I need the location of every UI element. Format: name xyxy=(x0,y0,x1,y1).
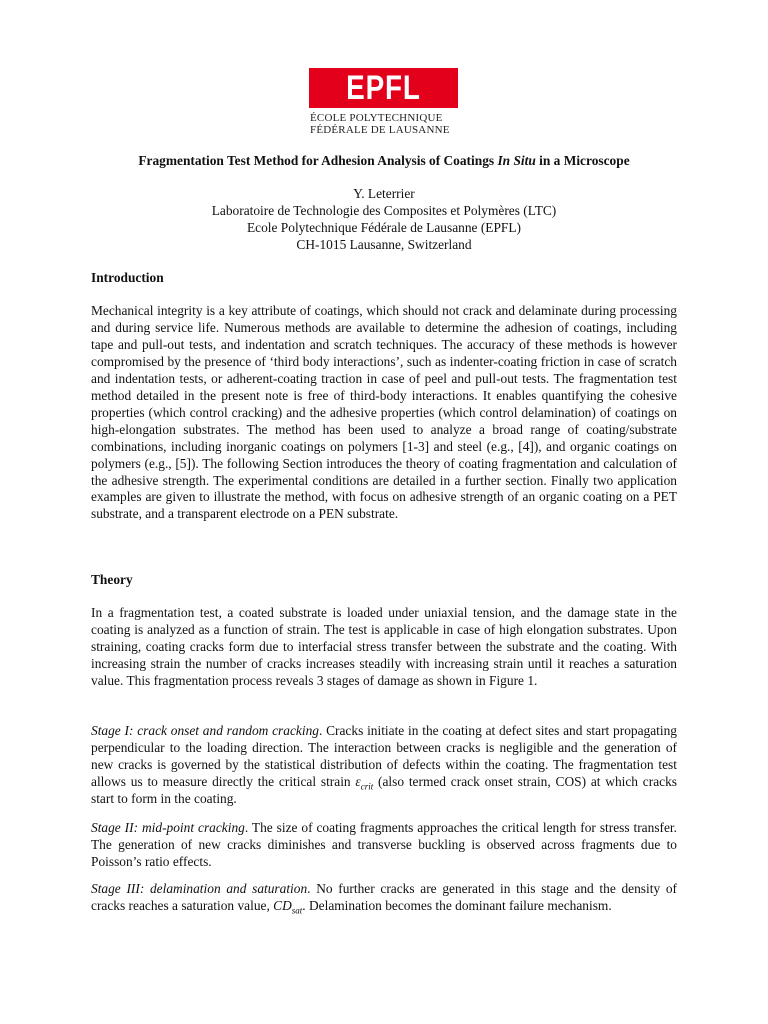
introduction-heading: Introduction xyxy=(91,270,164,285)
stage-2-label: Stage II: mid-point cracking xyxy=(91,820,245,835)
stage-1-label: Stage I: crack onset and random cracking xyxy=(91,723,319,738)
theory-heading: Theory xyxy=(91,572,133,587)
epfl-logo-wordmark: EPFL xyxy=(346,69,421,107)
stage-3-label: Stage III: delamination and saturation xyxy=(91,881,308,896)
author-name: Y. Leterrier xyxy=(353,186,415,201)
epfl-logo xyxy=(309,68,459,136)
stage-3-paragraph: Stage III: delamination and saturation. No further cracks are generated in this stage and the density of cracks reaches a saturation value, $CD_{sat}$. Delamination becomes the dominant failure mechanism. xyxy=(91,881,677,916)
affiliation-line-2: Ecole Polytechnique Fédérale de Lausanne (EPFL) xyxy=(246,220,522,235)
critical-strain-symbol: $\varepsilon_{crit}$ xyxy=(355,773,374,792)
affiliation-line-1: Laboratoire de Technologie des Composites et Polymères (LTC) xyxy=(211,203,557,218)
crack-density-symbol: $CD_{sat}$ xyxy=(273,897,303,916)
theory-paragraph: In a fragmentation test, a coated substrate is loaded under uniaxial tension, and the damage state in the coating is analyzed as a function of strain. The test is applicable in case of high elongation substrates. Upon straining, coating cracks form due to interfacial stress transfer between the substrate and the coating. With increasing strain the number of cracks increases steadily with increasing strain until it reaches a saturation value. This fragmentation process reveals 3 stages of damage as shown in Figure 1. xyxy=(91,605,677,688)
affiliation-line-3: CH-1015 Lausanne, Switzerland xyxy=(296,237,472,252)
stage-1-paragraph: Stage I: crack onset and random cracking. Cracks initiate in the coating at defect sites and start propagating perpendicular to the loading direction. The interaction between cracks is negligible and the generation of new cracks is governed by the statistical distribution of defects within the coating. The fragmentation test allows us to measure directly the critical strain $\varepsilon_{crit}$ (also termed crack onset strain, COS) at which cracks start to form in the coating. xyxy=(91,723,678,806)
epfl-logo-line-2: FÉDÉRALE DE LAUSANNE xyxy=(310,124,450,136)
epfl-logo-line-1: ÉCOLE POLYTECHNIQUE xyxy=(310,112,443,124)
introduction-paragraph: Mechanical integrity is a key attribute of coatings, which should not crack and delaminate during processing and during service life. Numerous methods are available to determine the adhesion of coatings, including tape and pull-out tests, and indentation and scratch techniques. The accuracy of these methods is however compromised by the presence of ‘third body interactions’, such as indenter-coating friction in case of scratch and indentation tests, or adherent-coating traction in case of peel and pull-out tests. The fragmentation test method detailed in the present note is free of third-body interactions. It enables quantifying the cohesive properties (which control cracking) and the adhesive properties (which control delamination) of coatings on high-elongation substrates. The method has been used to analyze a broad range of coating/substrate combinations, including inorganic coatings on polymers [1-3] and steel (e.g., [4]), and organic coatings on polymers (e.g., [5]). The following Section introduces the theory of coating fragmentation and calculation of the adhesive strength. The experimental conditions are detailed in a further section. Finally two application examples are given to illustrate the method, with focus on adhesive strength of an organic coating on a PET substrate, and a transparent electrode on a PEN substrate. xyxy=(91,303,677,522)
document-title: Fragmentation Test Method for Adhesion Analysis of Coatings In Situ in a Microscope xyxy=(138,153,630,168)
stage-2-paragraph: Stage II: mid-point cracking. The size of coating fragments approaches the critical length for stress transfer. The generation of new cracks diminishes and transverse buckling is observed across fragments due to Poisson’s ratio effects. xyxy=(91,820,678,869)
epfl-logo-mark xyxy=(309,68,458,108)
